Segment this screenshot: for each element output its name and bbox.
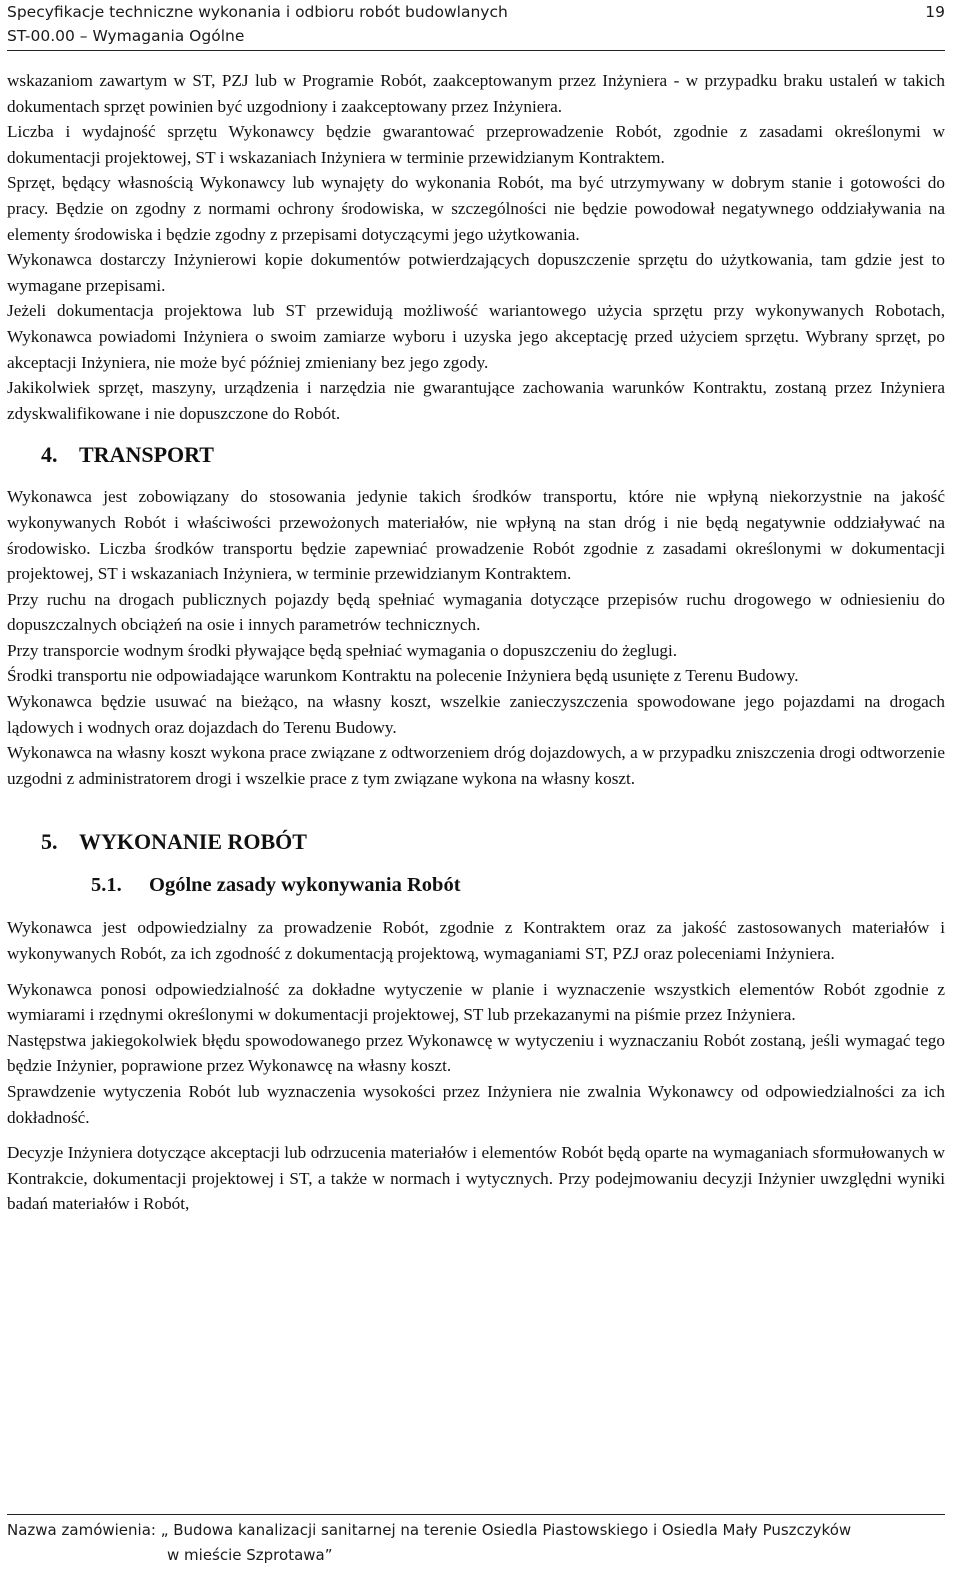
paragraph: Jakikolwiek sprzęt, maszyny, urządzenia i narzędzia nie gwarantujące zachowania warunków Kontraktu, zostaną przez Inżyniera zdyskwalifikowane i nie dopuszczone do Robót. (7, 378, 945, 423)
page-number: 19 (925, 3, 945, 21)
subsection-title: Ogólne zasady wykonywania Robót (149, 874, 461, 897)
paragraph: Przy ruchu na drogach publicznych pojazdy będą spełniać wymagania dotyczące przepisów ruchu drogowego w odniesieniu do dopuszczalnych obciążeń na osie i innych parametrów technicznych. (7, 589, 945, 635)
subsection-heading (7, 871, 945, 899)
footer-divider (7, 1514, 945, 1515)
paragraph: wskazaniom zawartym w ST, PZJ lub w Programie Robót, zaakceptowanym przez Inżyniera - w przypadku braku ustaleń w takich dokumentach sprzęt powinien być uzgodniony i zaakceptowany przez Inżyniera. (7, 71, 945, 116)
header-divider (7, 50, 945, 51)
paragraph: Wykonawca będzie usuwać na bieżąco, na własny koszt, wszelkie zanieczyszczenia spowodowane jego pojazdami na drogach lądowych i wodnych oraz dojazdach do Terenu Budowy. (7, 692, 945, 737)
section-heading-transport (7, 440, 945, 470)
paragraph: Sprawdzenie wytyczenia Robót lub wyznaczenia wysokości przez Inżyniera nie zwalnia Wykonawcy od odpowiedzialności za ich dokładność. (7, 1082, 945, 1127)
paragraph: Wykonawca jest zobowiązany do stosowania jedynie takich środków transportu, które nie wpłyną niekorzystnie na jakość wykonywanych Robót i właściwości przewożonych materiałów, nie wpłyną na stan dróg i nie będą negatywnie oddziaływać na środowisko. Liczba środków transportu będzie zapewniać prowadzenie Robót zgodnie z zasadami określonymi w dokumentacji projektowej, ST i wskazaniach Inżyniera, w terminie przewidzianym Kontraktem. (7, 487, 945, 584)
paragraph: Sprzęt, będący własnością Wykonawcy lub wynajęty do wykonania Robót, ma być utrzymywany w dobrym stanie i gotowości do pracy. Będzie on zgodny z normami ochrony środowiska, w szczególności nie będzie powodował negatywnego oddziaływania na elementy środowiska i będzie zgodny z przepisami dotyczącymi jego użytkowania. (7, 173, 945, 244)
section-title: WYKONANIE ROBÓT (79, 829, 307, 855)
footer-line: w mieście Szprotawa” (167, 1546, 333, 1564)
paragraph: Przy transporcie wodnym środki pływające będą spełniać wymagania o dopuszczeniu do żeglugi. (7, 640, 678, 660)
subsection-number: 5.1. (91, 874, 122, 897)
section-heading-wykonanie (7, 827, 945, 857)
paragraph: Następstwa jakiegokolwiek błędu spowodowanego przez Wykonawcę w wytyczeniu i wyznaczaniu Robót zostaną, jeśli wymagać tego będzie Inżynier, poprawione przez Wykonawcę na własny koszt. (7, 1030, 945, 1076)
paragraph: Wykonawca dostarczy Inżynierowi kopie dokumentów potwierdzających dopuszczenie sprzętu do użytkowania, tam gdzie jest to wymagane przepisami. (7, 250, 945, 295)
paragraph: Wykonawca na własny koszt wykona prace związane z odtworzeniem dróg dojazdowych, a w przypadku zniszczenia drogi odtworzenie uzgodni z administratorem drogi i wszelkie prace z tym związane wykona na własny koszt. (7, 743, 945, 788)
section-title: TRANSPORT (79, 442, 214, 468)
header-subtitle: ST-00.00 – Wymagania Ogólne (7, 27, 245, 45)
header-title: Specyfikacje techniczne wykonania i odbioru robót budowlanych (7, 3, 508, 21)
paragraph: Wykonawca jest odpowiedzialny za prowadzenie Robót, zgodnie z Kontraktem oraz za jakość zastosowanych materiałów i wykonywanych Robót, za ich zgodność z dokumentacją projektową, wymaganiami ST, PZJ oraz poleceniami Inżyniera. (7, 918, 945, 964)
paragraph: Decyzje Inżyniera dotyczące akceptacji lub odrzucenia materiałów i elementów Robót będą oparte na wymaganiach sformułowanych w Kontrakcie, dokumentacji projektowej i ST, a także w normach i wytycznych. Przy podejmowaniu decyzji Inżynier uwzględni wyniki badań materiałów i Robót, (7, 1143, 945, 1214)
document-body (7, 68, 945, 1217)
page-footer (7, 1518, 945, 1568)
section-number: 5. (41, 829, 58, 855)
footer-line: Nazwa zamówienia: „ Budowa kanalizacji sanitarnej na terenie Osiedla Piastowskiego i Osiedla Mały Puszczyków (7, 1521, 852, 1539)
header-title-line (7, 0, 945, 24)
paragraph: Jeżeli dokumentacja projektowa lub ST przewidują możliwość wariantowego użycia sprzętu przy wykonywanych Robotach, Wykonawca powiadomi Inżyniera o swoim zamiarze wyboru i uzyska jego akceptację przed użyciem sprzętu. Wybrany sprzęt, po akceptacji Inżyniera, nie może być później zmieniany bez jego zgody. (7, 301, 945, 372)
paragraph: Środki transportu nie odpowiadające warunkom Kontraktu na polecenie Inżyniera będą usunięte z Terenu Budowy. (7, 666, 799, 686)
paragraph: Wykonawca ponosi odpowiedzialność za dokładne wytyczenie w planie i wyznaczenie wszystkich elementów Robót zgodnie z wymiarami i rzędnymi określonymi w dokumentacji projektowej, ST lub przekazanymi na piśmie przez Inżyniera. (7, 979, 945, 1025)
page-header (7, 0, 945, 48)
section-number: 4. (41, 442, 58, 468)
paragraph: Liczba i wydajność sprzętu Wykonawcy będzie gwarantować przeprowadzenie Robót, zgodnie z zasadami określonymi w dokumentacji projektowej, ST i wskazaniach Inżyniera w terminie przewidzianym Kontraktem. (7, 122, 945, 167)
